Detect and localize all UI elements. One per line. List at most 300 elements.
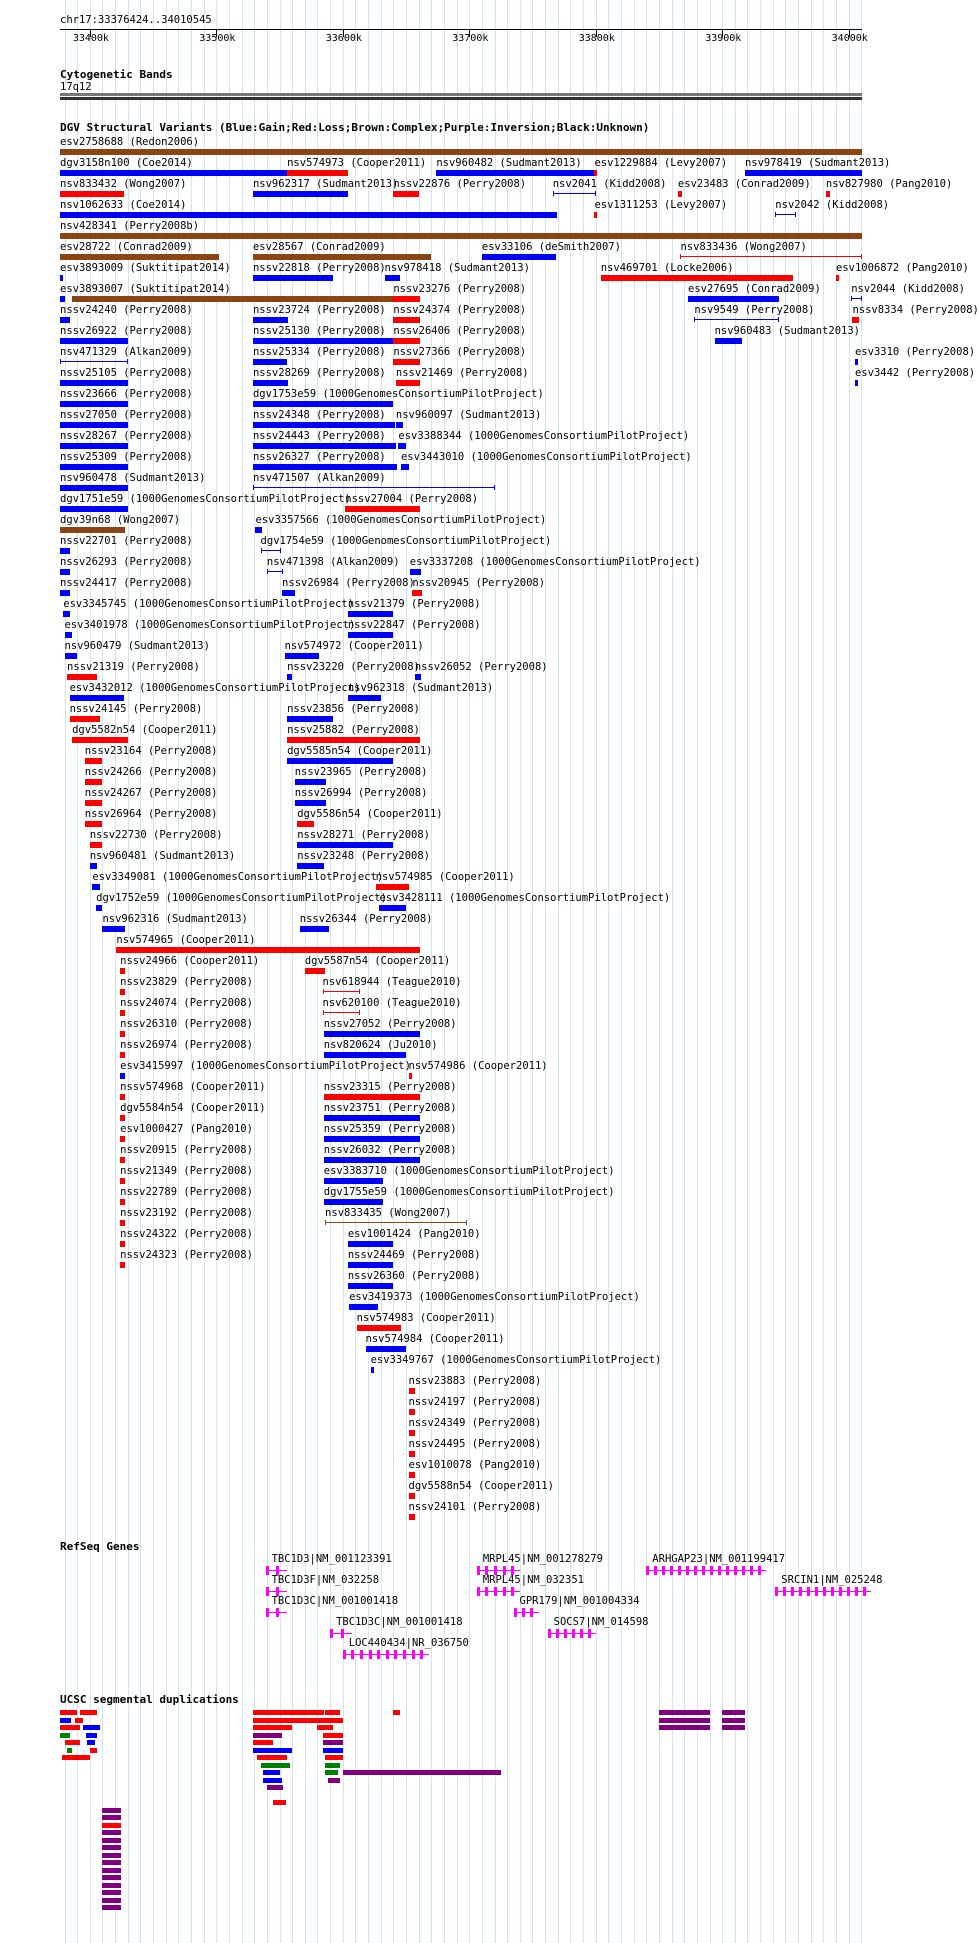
variant-label: nsv1062633 (Coe2014) bbox=[60, 199, 187, 211]
variant-label: dgv5588n54 (Cooper2011) bbox=[408, 1480, 554, 1492]
variant-bar-end bbox=[595, 191, 596, 196]
segdup-block[interactable] bbox=[102, 1830, 121, 1835]
variant-bar[interactable] bbox=[267, 571, 283, 572]
gene-label: SRCIN1|NM_025248 bbox=[781, 1574, 883, 1586]
segdup-block[interactable] bbox=[60, 1718, 71, 1723]
variant-label: nssv26360 (Perry2008) bbox=[347, 1270, 481, 1282]
variant-bar[interactable] bbox=[287, 674, 292, 680]
segdup-block[interactable] bbox=[102, 1898, 121, 1903]
segdup-block[interactable] bbox=[75, 1718, 84, 1723]
variant-bar[interactable] bbox=[60, 254, 219, 260]
segdup-block[interactable] bbox=[102, 1808, 121, 1813]
variant-label: nssv23192 (Perry2008) bbox=[120, 1207, 253, 1219]
variant-bar[interactable] bbox=[253, 487, 495, 488]
variant-label: esv3893009 (Suktitipat2014) bbox=[60, 262, 231, 274]
variant-bar[interactable] bbox=[60, 338, 128, 344]
variant-bar[interactable] bbox=[324, 1115, 420, 1121]
variant-bar[interactable] bbox=[348, 611, 394, 617]
dgv-track-title: DGV Structural Variants (Blue:Gain;Red:Loss;Brown:Complex;Purple:Inversion;Black:Unknown) bbox=[60, 121, 650, 134]
variant-bar[interactable] bbox=[60, 569, 70, 575]
segdup-block[interactable] bbox=[102, 1815, 121, 1820]
variant-bar[interactable] bbox=[715, 338, 743, 344]
variant-bar[interactable] bbox=[67, 674, 97, 680]
variant-bar[interactable] bbox=[855, 380, 858, 386]
segdup-block[interactable] bbox=[253, 1733, 282, 1738]
segdup-block[interactable] bbox=[83, 1725, 99, 1730]
variant-bar[interactable] bbox=[348, 1262, 394, 1268]
variant-bar[interactable] bbox=[393, 338, 420, 344]
variant-label: nssv21469 (Perry2008) bbox=[395, 367, 529, 379]
variant-label: nssv22730 (Perry2008) bbox=[89, 829, 223, 841]
segdup-block[interactable] bbox=[253, 1748, 292, 1753]
variant-bar[interactable] bbox=[297, 863, 324, 869]
segdup-block[interactable] bbox=[86, 1733, 97, 1738]
variant-bar[interactable] bbox=[253, 338, 393, 344]
variant-bar[interactable] bbox=[295, 800, 327, 806]
segdup-block[interactable] bbox=[90, 1748, 98, 1753]
variant-bar[interactable] bbox=[366, 1346, 406, 1352]
segdup-block[interactable] bbox=[393, 1710, 399, 1715]
variant-bar[interactable] bbox=[287, 737, 420, 743]
segdup-block[interactable] bbox=[323, 1748, 343, 1753]
variant-bar[interactable] bbox=[120, 1094, 125, 1100]
grid-line bbox=[381, 0, 382, 1943]
variant-bar[interactable] bbox=[65, 653, 78, 659]
gene-exon bbox=[758, 1566, 761, 1575]
variant-bar[interactable] bbox=[60, 317, 70, 323]
variant-label: esv33106 (deSmith2007) bbox=[481, 241, 621, 253]
variant-bar[interactable] bbox=[678, 191, 682, 197]
variant-bar[interactable] bbox=[60, 527, 125, 533]
gene-exon bbox=[823, 1587, 826, 1596]
ruler-axis bbox=[60, 29, 862, 30]
variant-bar[interactable] bbox=[348, 1283, 394, 1289]
gene-exon bbox=[839, 1587, 842, 1596]
segdup-block[interactable] bbox=[87, 1740, 95, 1745]
variant-bar[interactable] bbox=[90, 842, 103, 848]
variant-bar[interactable] bbox=[348, 632, 394, 638]
segdup-block[interactable] bbox=[102, 1853, 121, 1858]
variant-bar[interactable] bbox=[601, 275, 793, 281]
variant-bar[interactable] bbox=[324, 1178, 383, 1184]
variant-bar[interactable] bbox=[324, 1094, 420, 1100]
variant-bar[interactable] bbox=[379, 905, 406, 911]
variant-bar[interactable] bbox=[357, 1325, 401, 1331]
grid-line bbox=[583, 0, 584, 1943]
variant-bar[interactable] bbox=[324, 1136, 420, 1142]
variant-bar[interactable] bbox=[295, 779, 327, 785]
variant-bar[interactable] bbox=[261, 550, 281, 551]
segdup-block[interactable] bbox=[253, 1718, 343, 1723]
variant-bar[interactable] bbox=[553, 193, 596, 194]
gene-label: TBC1D3C|NM_001001418 bbox=[271, 1595, 399, 1607]
variant-bar-end bbox=[861, 254, 862, 259]
gene-exon bbox=[572, 1629, 575, 1638]
variant-bar[interactable] bbox=[836, 275, 839, 281]
variant-bar[interactable] bbox=[253, 359, 287, 365]
variant-label: nssv25334 (Perry2008) bbox=[252, 346, 386, 358]
variant-label: esv1000427 (Pang2010) bbox=[120, 1123, 253, 1135]
variant-bar[interactable] bbox=[409, 1388, 415, 1394]
variant-bar[interactable] bbox=[324, 1052, 406, 1058]
variant-bar[interactable] bbox=[60, 149, 862, 155]
variant-label: nsv960097 (Sudmant2013) bbox=[395, 409, 542, 421]
variant-bar[interactable] bbox=[409, 1451, 415, 1457]
variant-bar[interactable] bbox=[60, 275, 63, 281]
segdup-block[interactable] bbox=[102, 1905, 121, 1910]
variant-bar[interactable] bbox=[60, 233, 862, 239]
segdup-block[interactable] bbox=[325, 1770, 338, 1775]
variant-bar[interactable] bbox=[253, 380, 288, 386]
segdup-block[interactable] bbox=[253, 1710, 324, 1715]
ruler-tick-label: 33900k bbox=[705, 33, 742, 44]
variant-bar[interactable] bbox=[323, 1012, 361, 1013]
segdup-block[interactable] bbox=[253, 1725, 292, 1730]
gene-exon bbox=[369, 1650, 372, 1659]
variant-bar[interactable] bbox=[253, 401, 393, 407]
variant-bar[interactable] bbox=[376, 884, 409, 890]
variant-bar[interactable] bbox=[287, 170, 348, 176]
variant-bar[interactable] bbox=[436, 170, 595, 176]
variant-bar[interactable] bbox=[282, 590, 295, 596]
variant-label: nsv833432 (Wong2007) bbox=[60, 178, 187, 190]
variant-bar[interactable] bbox=[325, 1222, 467, 1223]
segdup-block[interactable] bbox=[659, 1710, 710, 1715]
segdup-block[interactable] bbox=[253, 1740, 273, 1745]
variant-label: nssv21379 (Perry2008) bbox=[347, 598, 481, 610]
gene-exon bbox=[530, 1608, 533, 1617]
variant-bar[interactable] bbox=[120, 1178, 125, 1184]
variant-bar[interactable] bbox=[60, 443, 128, 449]
variant-bar[interactable] bbox=[120, 1241, 125, 1247]
variant-bar[interactable] bbox=[85, 758, 103, 764]
segdup-block[interactable] bbox=[325, 1710, 340, 1715]
variant-label: nssv26406 (Perry2008) bbox=[393, 325, 527, 337]
refseq-track-title: RefSeq Genes bbox=[60, 1540, 140, 1553]
segdup-block[interactable] bbox=[323, 1733, 343, 1738]
gene-line[interactable] bbox=[514, 1612, 539, 1613]
variant-bar[interactable] bbox=[323, 991, 361, 992]
variant-bar[interactable] bbox=[60, 380, 128, 386]
variant-bar[interactable] bbox=[409, 1430, 415, 1436]
segdup-block[interactable] bbox=[62, 1755, 90, 1760]
variant-bar[interactable] bbox=[255, 527, 261, 533]
variant-bar[interactable] bbox=[393, 317, 420, 323]
variant-bar[interactable] bbox=[60, 296, 65, 302]
variant-bar-end bbox=[795, 212, 796, 217]
segdup-block[interactable] bbox=[263, 1778, 282, 1783]
variant-bar[interactable] bbox=[63, 611, 69, 617]
variant-label: nsv2042 (Kidd2008) bbox=[775, 199, 890, 211]
segdup-block[interactable] bbox=[60, 1725, 80, 1730]
variant-bar[interactable] bbox=[775, 214, 795, 215]
segdup-block[interactable] bbox=[325, 1755, 343, 1760]
grid-line bbox=[254, 0, 255, 1943]
variant-bar[interactable] bbox=[680, 256, 862, 257]
variant-bar[interactable] bbox=[324, 1031, 420, 1037]
segdup-block[interactable] bbox=[102, 1883, 121, 1888]
variant-bar[interactable] bbox=[60, 401, 128, 407]
segdup-block[interactable] bbox=[102, 1838, 121, 1843]
cytoband-bar-lower bbox=[60, 97, 862, 100]
variant-bar[interactable] bbox=[300, 926, 329, 932]
variant-bar[interactable] bbox=[120, 1262, 125, 1268]
variant-label: nssv24323 (Perry2008) bbox=[120, 1249, 253, 1261]
segdup-block[interactable] bbox=[102, 1868, 121, 1873]
grid-line bbox=[659, 0, 660, 1943]
variant-bar[interactable] bbox=[253, 317, 288, 323]
variant-bar[interactable] bbox=[120, 1157, 125, 1163]
segdup-block[interactable] bbox=[273, 1800, 286, 1805]
variant-bar[interactable] bbox=[72, 296, 393, 302]
gene-exon bbox=[485, 1587, 488, 1596]
segdup-block[interactable] bbox=[659, 1718, 710, 1723]
variant-bar[interactable] bbox=[393, 296, 420, 302]
segdup-block[interactable] bbox=[659, 1725, 710, 1730]
segdup-block[interactable] bbox=[60, 1710, 77, 1715]
variant-bar[interactable] bbox=[253, 443, 396, 449]
variant-bar[interactable] bbox=[120, 1220, 125, 1226]
ruler-tick-label: 33700k bbox=[452, 33, 489, 44]
variant-label: dgv1751e59 (1000GenomesConsortiumPilotProject) bbox=[60, 493, 351, 505]
variant-bar[interactable] bbox=[345, 506, 420, 512]
variant-bar[interactable] bbox=[60, 506, 128, 512]
variant-bar[interactable] bbox=[253, 275, 333, 281]
segdup-block[interactable] bbox=[257, 1755, 287, 1760]
grid-line bbox=[330, 0, 331, 1943]
variant-bar-end bbox=[359, 989, 360, 994]
variant-bar[interactable] bbox=[253, 464, 397, 470]
grid-line bbox=[355, 0, 356, 1943]
variant-bar[interactable] bbox=[60, 212, 557, 218]
gene-exon bbox=[403, 1650, 406, 1659]
variant-bar[interactable] bbox=[253, 191, 348, 197]
variant-label: nsv574986 (Cooper2011) bbox=[408, 1060, 548, 1072]
gene-exon bbox=[377, 1650, 380, 1659]
segdup-block[interactable] bbox=[65, 1740, 80, 1745]
variant-label: esv3415997 (1000GenomesConsortiumPilotProject) bbox=[120, 1060, 411, 1072]
variant-bar[interactable] bbox=[348, 695, 381, 701]
segdup-block[interactable] bbox=[102, 1823, 121, 1828]
variant-bar-end bbox=[127, 359, 128, 364]
variant-bar-end bbox=[851, 296, 852, 301]
gene-exon bbox=[847, 1587, 850, 1596]
variant-label: nssv23724 (Perry2008) bbox=[252, 304, 386, 316]
segdup-block[interactable] bbox=[102, 1860, 121, 1865]
variant-bar[interactable] bbox=[745, 170, 862, 176]
variant-bar[interactable] bbox=[324, 1157, 420, 1163]
variant-bar[interactable] bbox=[348, 1241, 394, 1247]
variant-label: nssv23751 (Perry2008) bbox=[323, 1102, 457, 1114]
gene-exon bbox=[266, 1566, 269, 1575]
variant-bar[interactable] bbox=[409, 1514, 415, 1520]
segdup-block[interactable] bbox=[722, 1725, 745, 1730]
segdup-block[interactable] bbox=[80, 1710, 98, 1715]
segdup-block[interactable] bbox=[325, 1763, 340, 1768]
variant-bar[interactable] bbox=[285, 653, 319, 659]
variant-label: esv3419373 (1000GenomesConsortiumPilotProject) bbox=[349, 1291, 640, 1303]
variant-bar[interactable] bbox=[852, 317, 858, 323]
variant-label: nssv25105 (Perry2008) bbox=[60, 367, 193, 379]
variant-bar[interactable] bbox=[96, 905, 102, 911]
variant-bar[interactable] bbox=[409, 1493, 415, 1499]
variant-bar[interactable] bbox=[60, 548, 70, 554]
segdup-block[interactable] bbox=[722, 1718, 745, 1723]
variant-bar[interactable] bbox=[371, 1367, 374, 1373]
variant-bar[interactable] bbox=[401, 464, 409, 470]
variant-label: nssv20945 (Perry2008) bbox=[412, 577, 546, 589]
gene-exon bbox=[386, 1650, 389, 1659]
variant-bar[interactable] bbox=[396, 422, 404, 428]
variant-bar[interactable] bbox=[85, 821, 103, 827]
segdup-block[interactable] bbox=[722, 1710, 745, 1715]
variant-bar[interactable] bbox=[409, 1073, 412, 1079]
variant-bar[interactable] bbox=[120, 1199, 125, 1205]
gene-exon bbox=[702, 1566, 705, 1575]
segdup-block[interactable] bbox=[60, 1733, 70, 1738]
segdup-block[interactable] bbox=[267, 1785, 283, 1790]
variant-bar[interactable] bbox=[393, 359, 420, 365]
variant-label: nsv574965 (Cooper2011) bbox=[116, 934, 256, 946]
variant-bar[interactable] bbox=[60, 191, 124, 197]
segdup-block[interactable] bbox=[323, 1740, 343, 1745]
variant-bar[interactable] bbox=[305, 968, 325, 974]
variant-label: nssv26974 (Perry2008) bbox=[120, 1039, 253, 1051]
variant-bar[interactable] bbox=[120, 1010, 125, 1016]
variant-bar[interactable] bbox=[253, 254, 431, 260]
gene-exon bbox=[718, 1566, 721, 1575]
variant-bar[interactable] bbox=[120, 1073, 125, 1079]
variant-bar[interactable] bbox=[287, 716, 333, 722]
variant-label: nssv26964 (Perry2008) bbox=[84, 808, 218, 820]
grid-line bbox=[646, 0, 647, 1943]
gene-label: GPR179|NM_001004334 bbox=[519, 1595, 640, 1607]
variant-bar[interactable] bbox=[398, 443, 406, 449]
variant-bar[interactable] bbox=[85, 800, 103, 806]
variant-bar[interactable] bbox=[688, 296, 779, 302]
segdup-block[interactable] bbox=[102, 1890, 121, 1895]
variant-label: nsv833435 (Wong2007) bbox=[325, 1207, 452, 1219]
variant-label: nsv574984 (Cooper2011) bbox=[365, 1333, 505, 1345]
segdup-block[interactable] bbox=[261, 1763, 290, 1768]
variant-bar[interactable] bbox=[594, 170, 597, 176]
variant-bar[interactable] bbox=[349, 1304, 378, 1310]
variant-label: nssv28269 (Perry2008) bbox=[252, 367, 386, 379]
variant-label: nsv471329 (Alkan2009) bbox=[60, 346, 193, 358]
variant-bar[interactable] bbox=[855, 359, 858, 365]
variant-bar[interactable] bbox=[385, 275, 400, 281]
variant-label: nssv24374 (Perry2008) bbox=[393, 304, 527, 316]
variant-bar[interactable] bbox=[482, 254, 557, 260]
variant-label: nsv962317 (Sudmant2013) bbox=[252, 178, 399, 190]
variant-label: esv1311253 (Levy2007) bbox=[594, 199, 728, 211]
variant-bar[interactable] bbox=[85, 779, 103, 785]
variant-label: nsv962316 (Sudmant2013) bbox=[102, 913, 248, 925]
variant-bar[interactable] bbox=[415, 674, 421, 680]
cytoband-bar[interactable] bbox=[60, 93, 862, 96]
variant-bar[interactable] bbox=[120, 1031, 125, 1037]
variant-bar[interactable] bbox=[594, 212, 597, 218]
variant-bar[interactable] bbox=[60, 485, 128, 491]
variant-label: nsv428341 (Perry2008b) bbox=[60, 220, 200, 232]
segdup-block[interactable] bbox=[263, 1770, 279, 1775]
segdup-block[interactable] bbox=[343, 1770, 501, 1775]
variant-bar[interactable] bbox=[393, 191, 418, 197]
gene-label: TBC1D3|NM_001123391 bbox=[271, 1553, 392, 1565]
grid-line bbox=[292, 0, 293, 1943]
segdup-block[interactable] bbox=[102, 1875, 121, 1880]
variant-bar[interactable] bbox=[60, 590, 70, 596]
variant-bar[interactable] bbox=[412, 590, 422, 596]
variant-bar[interactable] bbox=[60, 464, 128, 470]
variant-bar[interactable] bbox=[90, 863, 98, 869]
variant-bar[interactable] bbox=[120, 1136, 125, 1142]
variant-bar[interactable] bbox=[120, 968, 125, 974]
segdup-block[interactable] bbox=[317, 1725, 332, 1730]
ruler-tick-label: 34000k bbox=[831, 33, 868, 44]
variant-label: esv1010078 (Pang2010) bbox=[408, 1459, 542, 1471]
variant-bar[interactable] bbox=[120, 989, 125, 995]
variant-bar[interactable] bbox=[409, 1472, 415, 1478]
variant-bar[interactable] bbox=[409, 1409, 415, 1415]
variant-bar[interactable] bbox=[116, 947, 420, 953]
variant-bar[interactable] bbox=[60, 422, 128, 428]
variant-label: nsv620100 (Teague2010) bbox=[322, 997, 462, 1009]
variant-label: esv3349767 (1000GenomesConsortiumPilotProject) bbox=[370, 1354, 662, 1366]
variant-bar[interactable] bbox=[72, 737, 128, 743]
variant-label: esv1001424 (Pang2010) bbox=[347, 1228, 481, 1240]
variant-label: dgv3158n100 (Coe2014) bbox=[60, 157, 193, 169]
variant-label: nssv28271 (Perry2008) bbox=[297, 829, 430, 841]
variant-bar[interactable] bbox=[396, 380, 420, 386]
variant-label: nsv618944 (Teague2010) bbox=[322, 976, 462, 988]
variant-bar[interactable] bbox=[70, 716, 100, 722]
variant-bar[interactable] bbox=[324, 1199, 383, 1205]
variant-bar[interactable] bbox=[297, 821, 313, 827]
variant-bar[interactable] bbox=[60, 170, 287, 176]
gene-exon bbox=[815, 1587, 818, 1596]
variant-bar[interactable] bbox=[60, 361, 128, 362]
variant-bar[interactable] bbox=[826, 191, 830, 197]
variant-label: esv3893007 (Suktitipat2014) bbox=[60, 283, 231, 295]
segdup-block[interactable] bbox=[328, 1778, 341, 1783]
variant-label: nssv26052 (Perry2008) bbox=[414, 661, 548, 673]
gene-exon bbox=[420, 1650, 423, 1659]
grid-line bbox=[570, 0, 571, 1943]
grid-line bbox=[532, 0, 533, 1943]
variant-bar[interactable] bbox=[65, 632, 73, 638]
variant-label: nssv23666 (Perry2008) bbox=[60, 388, 193, 400]
segdup-block[interactable] bbox=[67, 1748, 72, 1753]
segdup-block[interactable] bbox=[102, 1845, 121, 1850]
variant-bar[interactable] bbox=[410, 569, 421, 575]
variant-bar[interactable] bbox=[297, 842, 393, 848]
variant-bar[interactable] bbox=[120, 1052, 125, 1058]
variant-label: nssv27366 (Perry2008) bbox=[393, 346, 527, 358]
variant-bar[interactable] bbox=[70, 695, 124, 701]
variant-bar[interactable] bbox=[694, 319, 779, 320]
variant-bar[interactable] bbox=[102, 926, 125, 932]
variant-label: dgv39n68 (Wong2007) bbox=[60, 514, 181, 526]
variant-bar[interactable] bbox=[253, 422, 395, 428]
variant-label: nsv960478 (Sudmant2013) bbox=[60, 472, 206, 484]
variant-label: nssv24267 (Perry2008) bbox=[84, 787, 218, 799]
ruler-tick-label: 33800k bbox=[578, 33, 615, 44]
variant-bar[interactable] bbox=[287, 758, 393, 764]
variant-bar[interactable] bbox=[120, 1115, 125, 1121]
variant-bar[interactable] bbox=[92, 884, 100, 890]
variant-label: nssv24101 (Perry2008) bbox=[408, 1501, 542, 1513]
